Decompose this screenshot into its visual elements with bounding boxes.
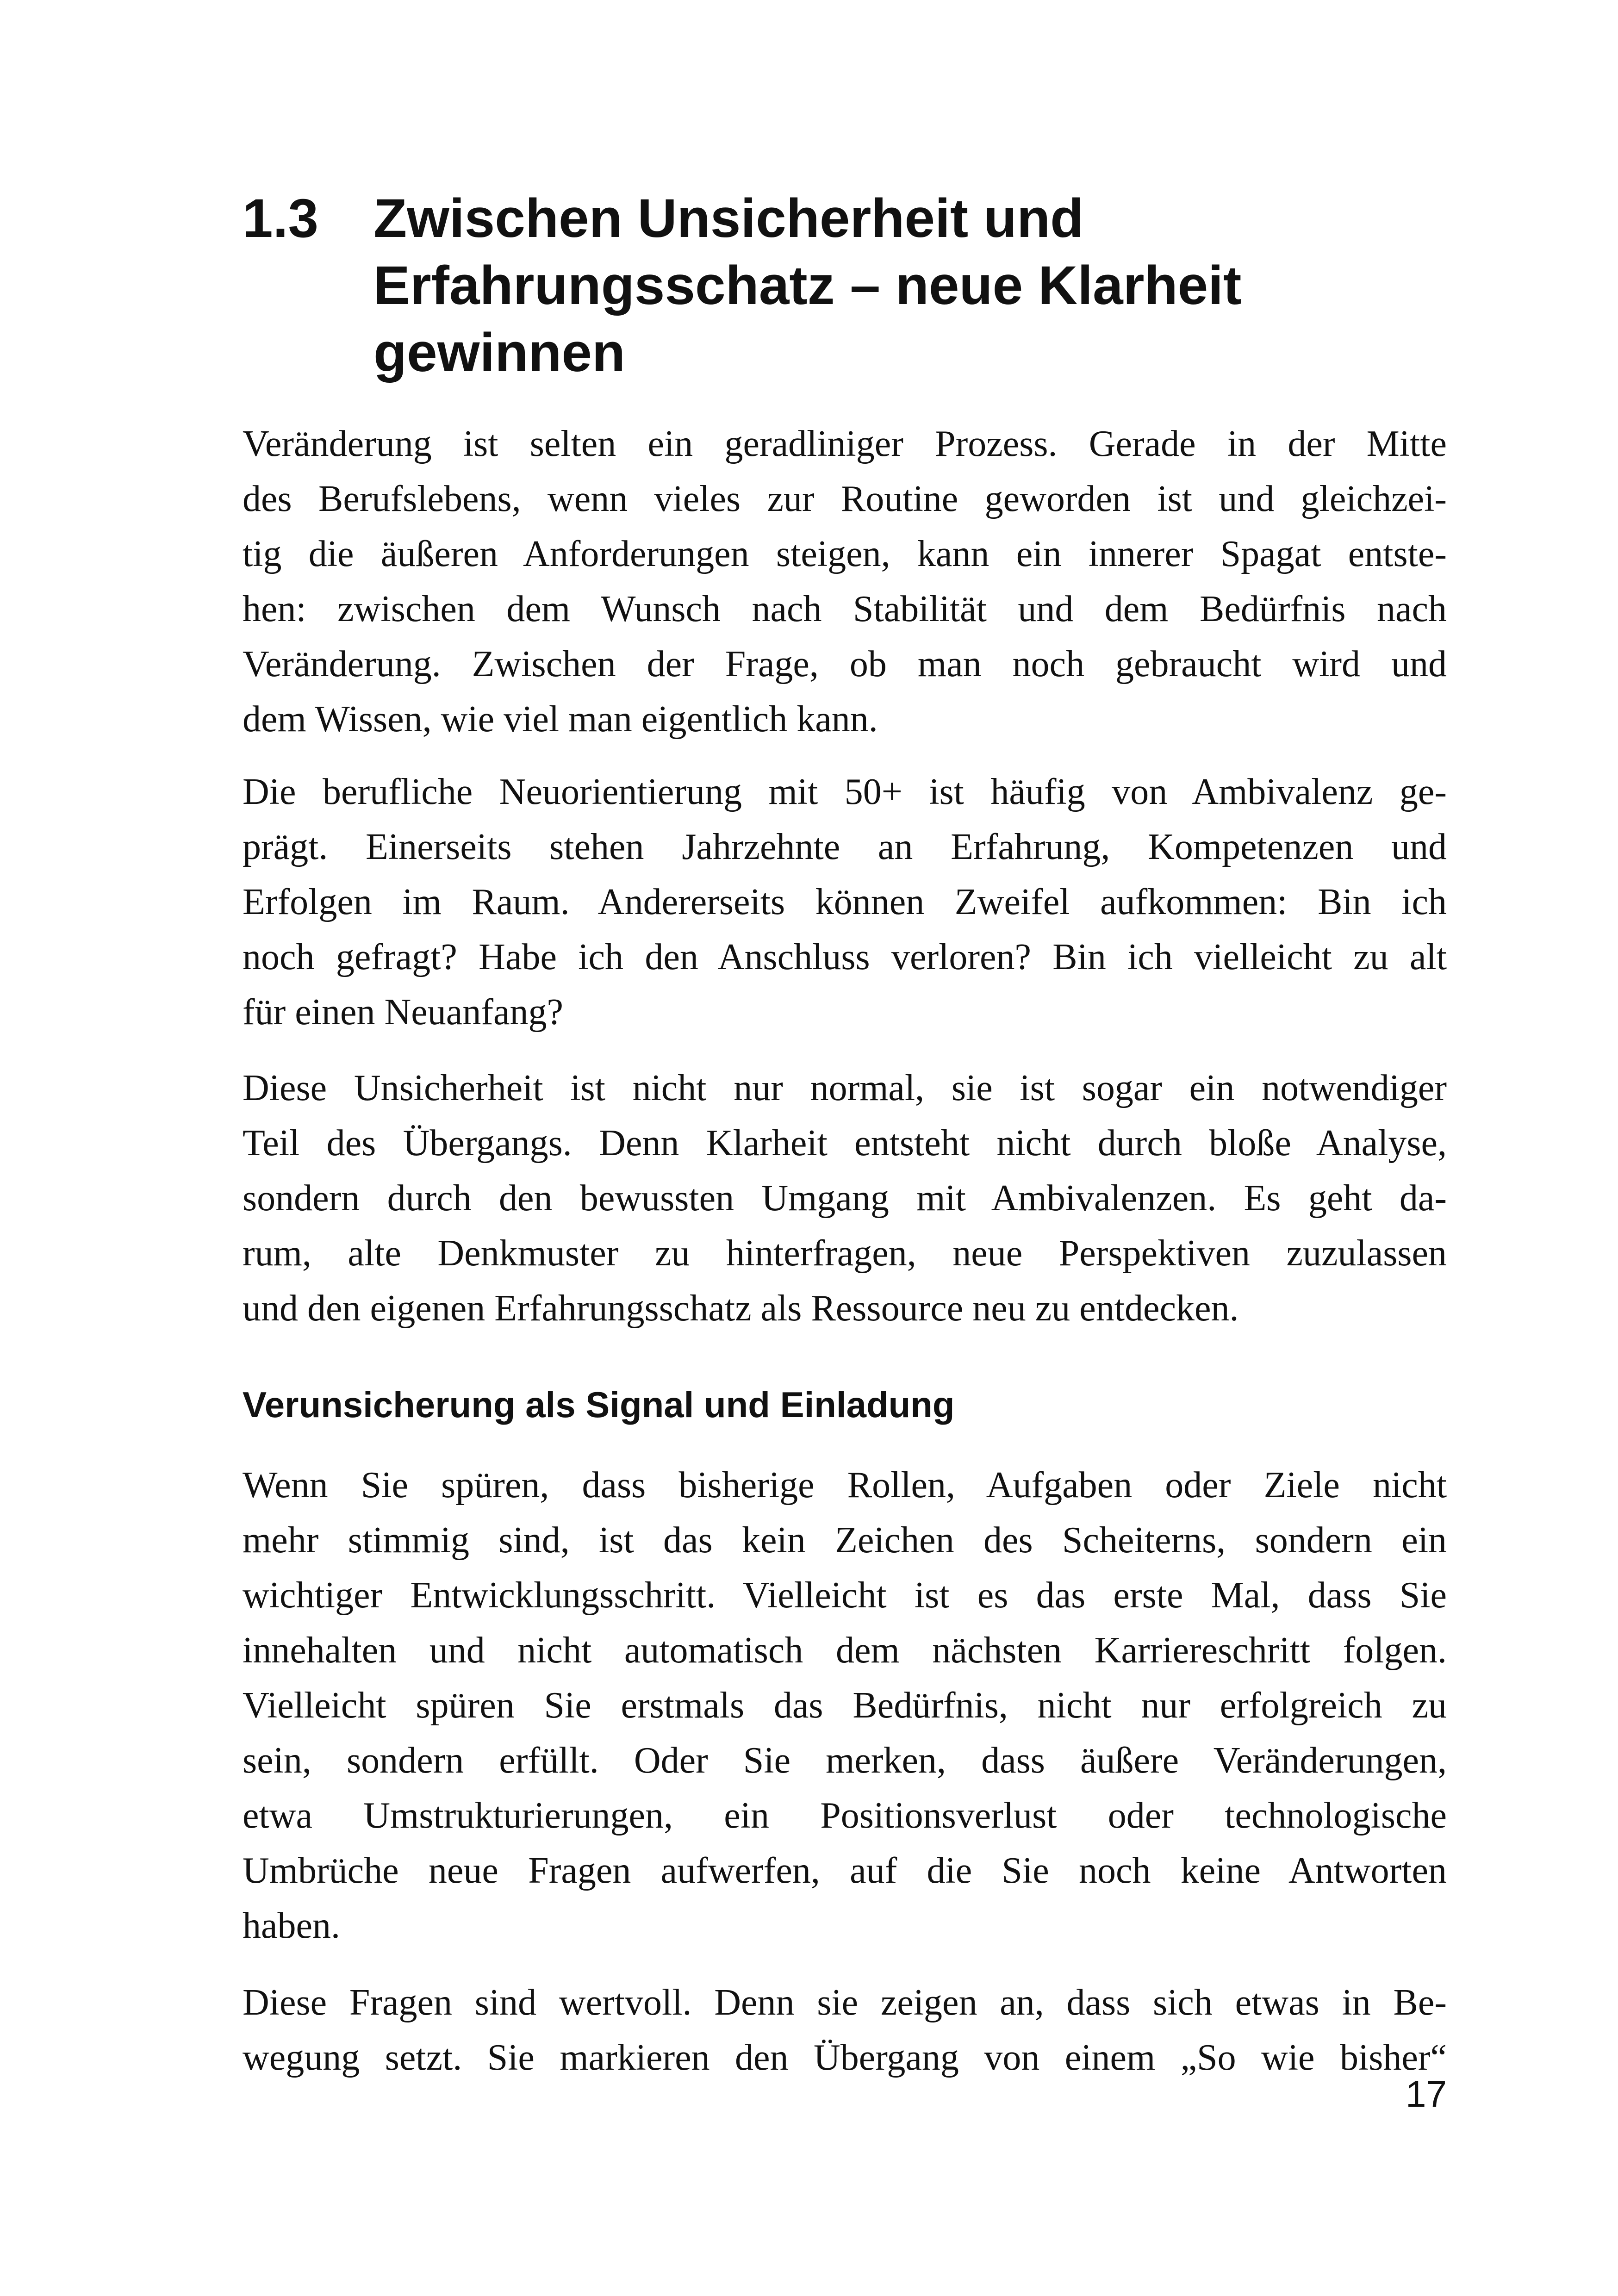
- page-number: 17: [1406, 2073, 1447, 2115]
- text-line: Veränderung ist selten ein geradliniger Prozess. Gerade in der Mitte: [243, 423, 1447, 464]
- section-title: [373, 185, 1484, 386]
- text-line: sondern durch den bewussten Umgang mit Ambivalenzen. Es geht da-: [243, 1178, 1447, 1219]
- text-line: des Berufslebens, wenn vieles zur Routine geworden ist und gleichzei-: [243, 479, 1447, 519]
- paragraph-1: [243, 417, 1447, 747]
- paragraph-2: [243, 765, 1447, 1040]
- text-line: dem Wissen, wie viel man eigentlich kann.: [243, 699, 878, 740]
- text-line: wegung setzt. Sie markieren den Übergang von einem „So wie bisher“: [243, 2037, 1447, 2078]
- section-number: 1.3: [243, 188, 319, 249]
- text-line: Erfolgen im Raum. Andererseits können Zweifel aufkommen: Bin ich: [243, 882, 1447, 922]
- text-line: innehalten und nicht automatisch dem nächsten Karriereschritt folgen.: [243, 1630, 1447, 1671]
- text-line: Veränderung. Zwischen der Frage, ob man noch gebraucht wird und: [243, 644, 1447, 684]
- text-line: Umbrüche neue Fragen aufwerfen, auf die Sie noch keine Antworten: [243, 1850, 1447, 1891]
- section-title-line: gewinnen: [373, 322, 626, 383]
- text-line: etwa Umstrukturierungen, ein Positionsverlust oder technologische: [243, 1795, 1447, 1836]
- text-line: Wenn Sie spüren, dass bisherige Rollen, Aufgaben oder Ziele nicht: [243, 1465, 1447, 1506]
- text-line: Diese Fragen sind wertvoll. Denn sie zeigen an, dass sich etwas in Be-: [243, 1982, 1447, 2023]
- paragraph-3: [243, 1061, 1447, 1336]
- text-line: Vielleicht spüren Sie erstmals das Bedürfnis, nicht nur erfolgreich zu: [243, 1685, 1447, 1726]
- section-title-line: Zwischen Unsicherheit und: [373, 188, 1084, 249]
- text-line: mehr stimmig sind, ist das kein Zeichen des Scheiterns, sondern ein: [243, 1520, 1447, 1561]
- subsection-heading: Verunsicherung als Signal und Einladung: [243, 1384, 955, 1425]
- text-line: und den eigenen Erfahrungsschatz als Ressource neu zu entdecken.: [243, 1288, 1239, 1329]
- text-line: Die berufliche Neuorientierung mit 50+ ist häufig von Ambivalenz ge-: [243, 772, 1447, 812]
- section-title-line: Erfahrungsschatz – neue Klarheit: [373, 255, 1242, 316]
- text-line: hen: zwischen dem Wunsch nach Stabilität und dem Bedürfnis nach: [243, 589, 1447, 629]
- paragraph-4: [243, 1458, 1447, 1954]
- text-line: haben.: [243, 1905, 341, 1946]
- text-line: Teil des Übergangs. Denn Klarheit entsteht nicht durch bloße Analyse,: [243, 1123, 1447, 1164]
- text-line: noch gefragt? Habe ich den Anschluss verloren? Bin ich vielleicht zu alt: [243, 937, 1447, 977]
- paragraph-5: [243, 1975, 1447, 2085]
- text-line: für einen Neuanfang?: [243, 992, 563, 1033]
- text-line: prägt. Einerseits stehen Jahrzehnte an Erfahrung, Kompetenzen und: [243, 827, 1447, 867]
- text-line: wichtiger Entwicklungsschritt. Vielleicht ist es das erste Mal, dass Sie: [243, 1575, 1447, 1616]
- text-line: sein, sondern erfüllt. Oder Sie merken, dass äußere Veränderungen,: [243, 1740, 1447, 1781]
- text-line: tig die äußeren Anforderungen steigen, kann ein innerer Spagat entste-: [243, 534, 1447, 574]
- text-line: rum, alte Denkmuster zu hinterfragen, neue Perspektiven zuzulassen: [243, 1233, 1447, 1274]
- text-line: Diese Unsicherheit ist nicht nur normal, sie ist sogar ein notwendiger: [243, 1068, 1447, 1108]
